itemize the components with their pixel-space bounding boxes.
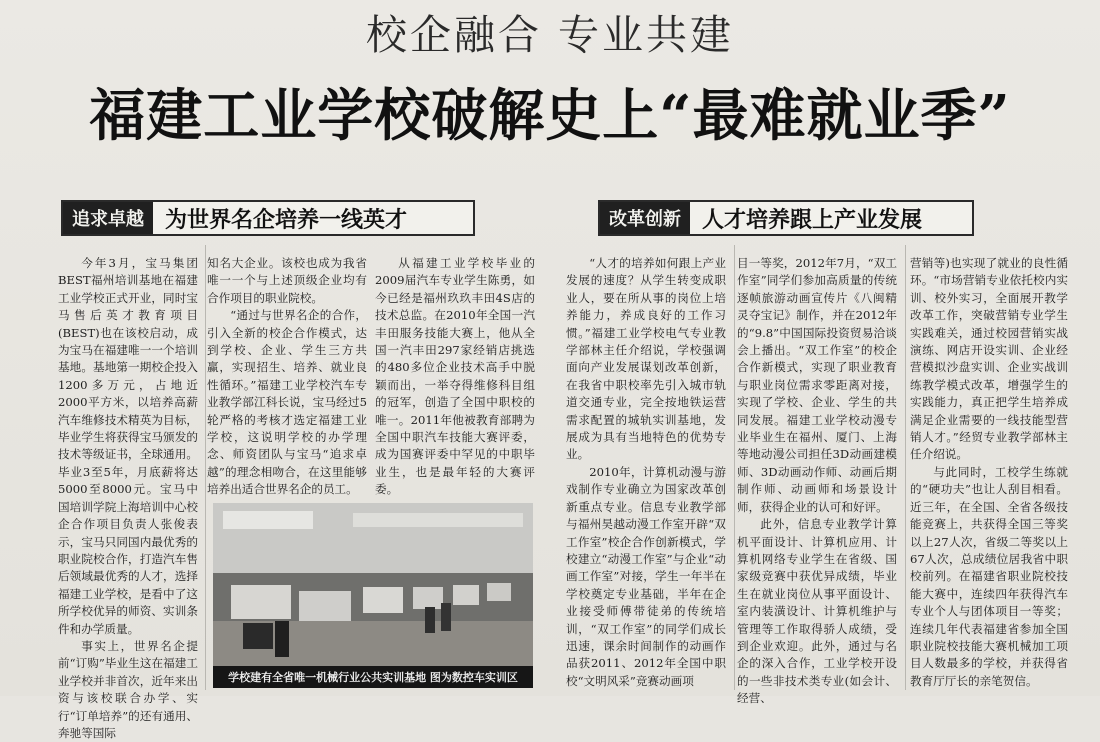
paragraph: 目一等奖，2012年7月，“双工作室”同学们参加高质量的传统逐帧旅游动画宣传片《八闽精灵夺宝记》制作，并在2012年的“9.8”中国国际投资贸易洽谈会上播出。“双工作室”的校企合作新模式，实现了职业教育与职业岗位需求零距离对接，实现了学校、企业、学生的共同发展。福建工业学校动漫专业毕业生在福州、厦门、上海等地动漫公司担任3D动画建模师、3D动画动作师、动画后期制作师、动画师和场景设计师，获得企业的认可和好评。 <box>737 256 897 514</box>
article-column-5 <box>737 255 897 706</box>
paragraph: 营销等)也实现了就业的良性循环。“市场营销专业依托校内实训、校外实习，全面展开教学改革工作，突破营销专业学生实践难关，通过校园营销实战演练、网店开设实训、企业经营模拟沙盘实训、企业实战训练教学模式改革，增强学生的实践能力，真正把学生培养成满足企业需要的一线技能型营销人才。”经贸专业教学部林主任介绍说。 <box>910 256 1068 462</box>
article-column-3 <box>375 255 535 500</box>
paragraph: 此外，信息专业教学计算机平面设计、计算机应用、计算机网络专业学生在省级、国家级竞赛中获优异成绩，毕业生在就业岗位从事平面设计、室内装潢设计、计算机维护与管理等工作取得骄人成绩，受到企业欢迎。此外，通过与名企的深入合作，工业学校开设的一些非技术类专业(如会计、经营、 <box>737 517 897 706</box>
article-column-6 <box>910 255 1068 688</box>
workshop-photo-image <box>213 503 533 688</box>
paragraph: 与此同时，工校学生练就的“硬功夫”也让人刮目相看。近三年，在全国、全省各级技能竞赛上，共获得全国三等奖以上27人次，省级二等奖以上67人次，总成绩位居我省中职校前列。在福建省职业院校技能大赛中，连续四年获得汽车专业个人与团体项目一等奖；连续几年代表福建省参加全国职业院校技能大赛机械加工项目人数最多的学校，并获得省教育厅厅长的亲笔贺信。 <box>910 464 1068 688</box>
paragraph: “人才的培养如何跟上产业发展的速度？从学生转变成职业人，要在所从事的岗位上培养能力，养成良好的工作习惯。”福建工业学校电气专业教学部林主任介绍说，学校强调面向产业发展谋划改革创新，在我省中职校率先引入城市轨道交通专业，完全按地铁运营需求配置的城轨实训基地，发展成为具有当地特色的优势专业。 <box>566 256 726 462</box>
paragraph: 从福建工业学校毕业的2009届汽车专业学生陈勇，如今已经是福州玖玖丰田4S店的技术总监。在2010年全国一汽丰田服务技能大赛上，他从全国一汽丰田297家经销店挑选的480多位企业技术高手中脱颖而出，一举夺得维修科目组的冠军，创造了全国中职校的唯一。2011年他被教育部聘为全国中职汽车技能大赛评委，成为国赛评委中罕见的中职毕业生，也是最年轻的大赛评委。 <box>375 256 535 497</box>
paragraph: 事实上，世界名企提前“订购”毕业生这在福建工业学校并非首次，近年来出资与该校联合办学、实行“订单培养”的还有通用、奔驰等国际 <box>58 638 198 740</box>
section-tag-right: 改革创新 <box>600 202 690 234</box>
workshop-photo <box>213 503 533 688</box>
article-column-1 <box>58 255 198 740</box>
column-divider <box>205 245 206 690</box>
paragraph: “通过与世界名企的合作，引入全新的校企合作模式，达到学校、企业、学生三方共赢，实现招生、培养、就业良性循环。”福建工业学校汽车专业教学部江科长说，宝马经过5轮严格的考核才选定福建工业学校，这说明学校的办学理念、师资团队与宝马“追求卓越”的理念相吻合，在这里能够培养出适合世界名企的员工。 <box>207 308 367 497</box>
article-column-4 <box>566 255 726 688</box>
column-divider <box>905 245 906 690</box>
headline-subtitle: 校企融合 专业共建 <box>365 11 735 59</box>
article-column-2 <box>207 255 367 500</box>
paragraph: 2010年，计算机动漫与游戏制作专业确立为国家改革创新重点专业。信息专业教学部与福州昊越动漫工作室开辟“双工作室”校企合作创新模式，学校建立“动漫工作室”与企业“动画工作室”对接，学生一年半在学校奠定专业基础，半年在企业接受师傅带徒弟的传统培训，“双工作室”的同学们成长迅速，课余时间制作的动画作品获2011、2012年全国中职校“文明风采”竞赛动画项 <box>566 464 726 688</box>
section-title-right: 人才培养跟上产业发展 <box>702 207 923 233</box>
headline-title: 福建工业学校破解史上“最难就业季” <box>89 83 1011 149</box>
section-header-left <box>61 200 475 236</box>
paragraph: 今年3月，宝马集团BEST福州培训基地在福建工业学校正式开业，同时宝马售后英才教育项目(BEST)也在该校启动，成为宝马在福建唯一一个培训基地。基地第一期校企投入1200多万元，占地近2000平方米，以培养高薪汽车维修技术精英为目标，毕业学生将获得宝马颁发的技术等级证书，全球通用。毕业3至5年，月底薪将达5000至8000元。宝马中国培训学院上海培训中心校企合作项目负责人张俊表示，宝马只同国内最优秀的职业院校合作，打造汽车售后领域最优秀的人才，选择福建工业学校，是看中了这所学校优异的师资、实训条件和办学质量。 <box>58 256 198 636</box>
section-tag-left: 追求卓越 <box>63 202 153 234</box>
section-title-left: 为世界名企培养一线英才 <box>165 207 408 233</box>
paragraph: 知名大企业。该校也成为我省唯一一个与上述顶级企业均有合作项目的职业院校。 <box>207 256 367 305</box>
column-divider <box>734 245 735 690</box>
section-header-right <box>598 200 974 236</box>
photo-caption: 学校建有全省唯一机械行业公共实训基地 图为数控车实训区 <box>213 666 533 688</box>
